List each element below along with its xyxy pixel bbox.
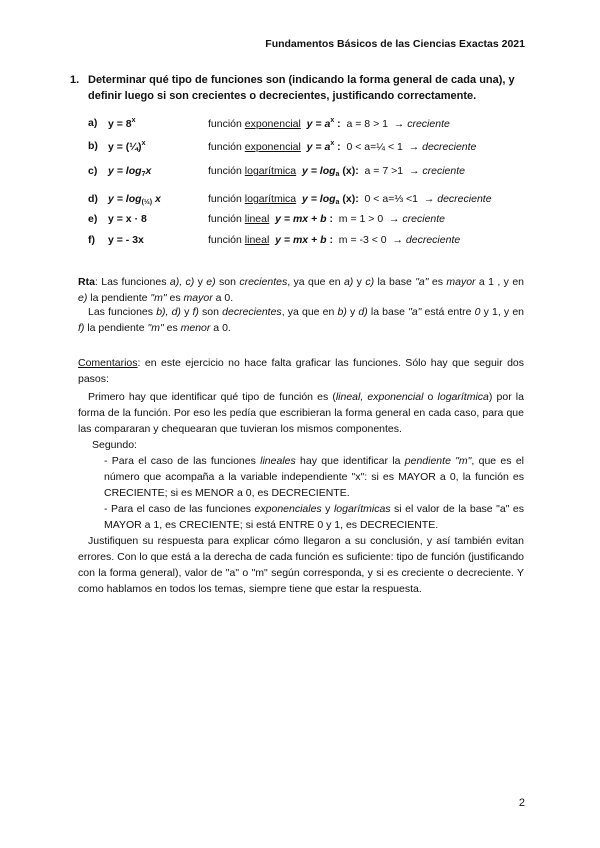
answer-paragraph-2: Las funciones b), d) y f) son decrecientes, ya que en b) y d) la base "a" está entre 0 y 1, y en f) la pendiente "m" es menor a 0. bbox=[78, 306, 525, 334]
comments-bullet-linear: - Para el caso de las funciones lineales hay que identificar la pendiente "m", que es el número que acompaña a la variable independiente "x": si es MAYOR a 0, la función es CRECIENTE; si es MENOR a 0, es DECRECIENTE. bbox=[104, 455, 524, 499]
function-row-d bbox=[88, 193, 518, 209]
function-row-f bbox=[88, 234, 518, 250]
function-description: función logarítmica $y = \log_a (x)$: 0 < a=⅓ <1 → decreciente bbox=[208, 193, 492, 206]
question-number: 1. bbox=[70, 74, 80, 86]
question-text: Determinar qué tipo de funciones son (indicando la forma general de cada una), y definir luego si son crecientes o decrecientes, justificando correctamente. bbox=[88, 74, 515, 102]
function-row-b bbox=[88, 140, 518, 156]
comments-closing: Justifiquen su respuesta para explicar cómo llegaron a su conclusión, y así también evitan errores. Con lo que está a la derecha de cada función es suficiente: tipo de función (justificando con la forma general), valor de "a" o "m" según corresponda, y si es creciente o decreciente. Y como hablamos en todos los temas, siempre tiene que estar la respuesta. bbox=[78, 535, 524, 595]
page-number: 2 bbox=[518, 797, 525, 809]
row-label: f) bbox=[88, 234, 95, 246]
question-1 bbox=[70, 72, 540, 104]
function-row-c bbox=[88, 165, 518, 181]
row-label: c) bbox=[88, 165, 98, 177]
row-label: a) bbox=[88, 117, 98, 129]
answer-paragraph-1: Rta: Las funciones a), c) y e) son crecientes, ya que en a) y c) la base "a" es mayor a 1 , y en e) la pendiente "m" es mayor a 0. bbox=[78, 276, 524, 304]
row-label: b) bbox=[88, 140, 98, 152]
function-description: función lineal y = mx + b : m = -3 < 0 → decreciente bbox=[208, 234, 461, 246]
function-expression: y = - 3x bbox=[108, 234, 144, 246]
function-description: función exponencial $y = a^x$ : 0 < a=¼ < 1 → decreciente bbox=[208, 140, 477, 153]
function-expression: $y = \log_7x$ bbox=[108, 165, 152, 178]
row-label: e) bbox=[88, 213, 98, 225]
function-expression: y = x · 8 bbox=[108, 213, 147, 225]
function-expression: $y = 8^x$ bbox=[108, 117, 136, 130]
function-row-e bbox=[88, 213, 518, 229]
comments-first-step: Primero hay que identificar qué tipo de función es (lineal, exponencial o logarítmica) por la forma de la función. Por eso les pedía que escribieran la forma general en cada caso, para que las compararan y chequearan que tuvieran los mismos componentes. bbox=[78, 391, 524, 435]
row-label: d) bbox=[88, 193, 98, 205]
function-description: función logarítmica $y = \log_a (x)$: a = 7 >1 → creciente bbox=[208, 165, 465, 178]
function-description: función exponencial $y = a^x$ : a = 8 > 1 → creciente bbox=[208, 117, 450, 130]
function-description: función lineal y = mx + b : m = 1 > 0 → creciente bbox=[208, 213, 446, 225]
comments-bullet-exponential: - Para el caso de las funciones exponenciales y logarítmicas si el valor de la base "a" es MAYOR a 1, es CRECIENTE; si está ENTRE 0 y 1, es DECRECIENTE. bbox=[104, 503, 525, 531]
function-row-a bbox=[88, 117, 518, 133]
comments-intro: Comentarios: en este ejercicio no hace falta graficar las funciones. Sólo hay que seguir dos pasos: bbox=[78, 357, 524, 385]
function-expression: y = (¼)$^x$ bbox=[108, 140, 146, 153]
comments-second-label: Segundo: bbox=[92, 439, 137, 451]
function-expression: $y = \log_{(\frac{1}{3})} x$ bbox=[108, 193, 161, 206]
page-header-title: Fundamentos Básicos de las Ciencias Exactas 2021 bbox=[265, 38, 525, 50]
